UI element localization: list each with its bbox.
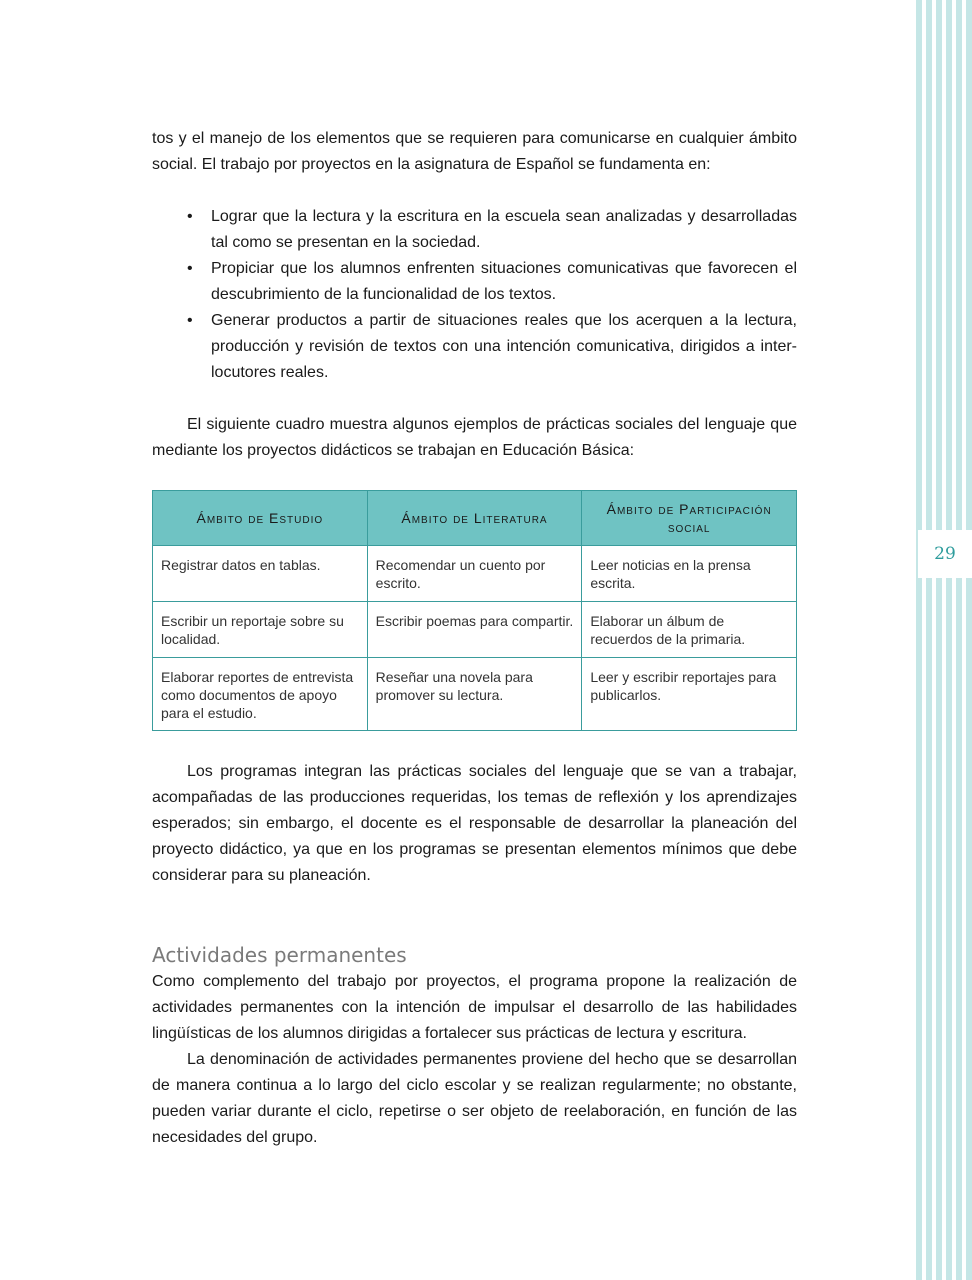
list-item-text: Lograr que la lectura y la escritura en la escuela sean analizadas y desarrolladas tal como se presentan en la sociedad. xyxy=(211,208,797,251)
side-stripe xyxy=(926,0,932,1280)
table-row xyxy=(153,658,797,731)
side-stripe xyxy=(956,0,962,1280)
page-content xyxy=(152,126,797,1151)
page-number: 29 xyxy=(918,530,972,578)
section-paragraph: La denominación de actividades permanentes proviene del hecho que se desarrollan de manera continua a lo largo del ciclo escolar y se realizan regularmente; no obstante, pueden variar durante el ciclo, repetirse o ser objeto de reelaboración, en función de las necesidades del grupo. xyxy=(152,1051,797,1146)
section-paragraph: Como complemento del trabajo por proyectos, el programa propone la realización de actividades permanentes con la intención de impulsar el desarrollo de las habilidades lingüísticas de los alumnos dirigidas a fortalecer sus prácticas de lectura y escritura. xyxy=(152,973,797,1042)
programs-paragraph: Los programas integran las prácticas sociales del lenguaje que se van a trabajar, acompañadas de las producciones requeridas, los temas de reflexión y los aprendizajes esperados; sin embargo, el docente es el responsable de desarrollar la planeación del proyecto didáctico, ya que en los programas se presentan elementos mínimos que debe considerar para su planeación. xyxy=(152,763,797,884)
table-cell: Escribir poemas para compartir. xyxy=(367,602,582,658)
table-cell: Escribir un reportaje sobre su localidad. xyxy=(153,602,368,658)
table-cell: Leer noticias en la prensa escrita. xyxy=(582,546,797,602)
table-cell: Registrar datos en tablas. xyxy=(153,546,368,602)
list-item xyxy=(152,204,797,256)
table-row xyxy=(153,546,797,602)
bullet-icon: • xyxy=(187,260,193,277)
bullet-list xyxy=(152,204,797,386)
table-cell: Leer y escribir reportajes para publicarlos. xyxy=(582,658,797,731)
bullet-icon: • xyxy=(187,208,193,225)
side-stripe xyxy=(966,0,972,1280)
side-stripe xyxy=(936,0,942,1280)
side-stripe xyxy=(916,0,922,1280)
header-ambito-literatura: Ámbito de Literatura xyxy=(367,491,582,546)
list-item xyxy=(152,256,797,308)
list-item-text: Generar productos a partir de situaciones reales que los acerquen a la lectura, producción y revisión de textos con una intención comunicativa, dirigidos a interlocutores reales. xyxy=(211,312,797,381)
intro-paragraph: tos y el manejo de los elementos que se requieren para comunicarse en cualquier ámbito social. El trabajo por proyectos en la asignatura de Español se fundamenta en: xyxy=(152,130,797,173)
table-cell: Elaborar reportes de entrevista como documentos de apoyo para el estudio. xyxy=(153,658,368,731)
table-row xyxy=(153,602,797,658)
section-title: Actividades permanentes xyxy=(152,943,407,967)
table-header-row xyxy=(153,491,797,546)
practices-table xyxy=(152,490,797,731)
bullet-icon: • xyxy=(187,312,193,329)
header-ambito-participacion: Ámbito de Participación social xyxy=(582,491,797,546)
side-stripe xyxy=(946,0,952,1280)
table-cell: Elaborar un álbum de recuerdos de la primaria. xyxy=(582,602,797,658)
list-item xyxy=(152,308,797,386)
table-intro-paragraph: El siguiente cuadro muestra algunos ejemplos de prácticas sociales del lenguaje que mediante los proyectos didácticos se trabajan en Educación Básica: xyxy=(152,416,797,459)
table-cell: Reseñar una novela para promover su lectura. xyxy=(367,658,582,731)
header-ambito-estudio: Ámbito de Estudio xyxy=(153,491,368,546)
list-item-text: Propiciar que los alumnos enfrenten situaciones comunicativas que favorecen el descubrimiento de la funcionalidad de los textos. xyxy=(211,260,797,303)
table-cell: Recomendar un cuento por escrito. xyxy=(367,546,582,602)
